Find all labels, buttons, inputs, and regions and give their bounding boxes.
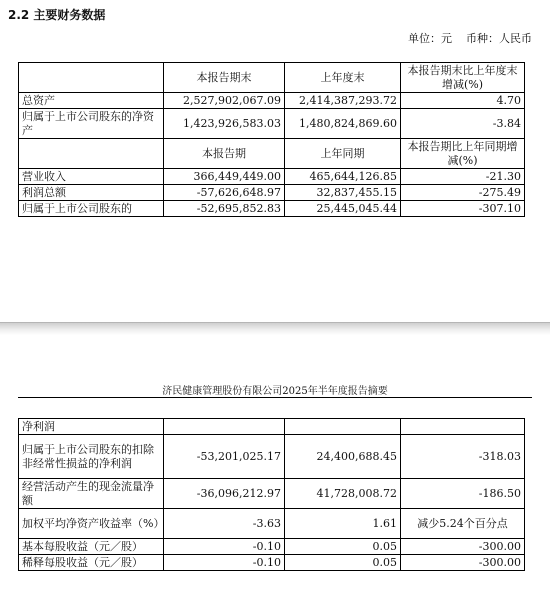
change-value: 4.70 [401, 93, 525, 109]
row-label: 总资产 [19, 93, 164, 109]
table-row [19, 109, 525, 139]
row-label: 净利润 [19, 419, 164, 435]
balance-header-col3: 上年度末 [285, 63, 401, 93]
change-value: -300.00 [401, 555, 525, 571]
prior-value: 1.61 [285, 509, 401, 539]
change-value: -21.30 [401, 169, 525, 185]
table-row [19, 509, 525, 539]
table-row [19, 169, 525, 185]
balance-header-col1 [19, 63, 164, 93]
page-break [0, 322, 550, 335]
row-label: 归属于上市公司股东的净资产 [19, 109, 164, 139]
unit-line [394, 30, 532, 46]
prior-value: 0.05 [285, 539, 401, 555]
current-value [164, 419, 285, 435]
prior-value: 24,400,688.45 [285, 435, 401, 479]
table-row [19, 201, 525, 217]
balance-header-col4: 本报告期末比上年度末增减(%) [401, 63, 525, 93]
income-header-row [19, 139, 525, 169]
table-row [19, 555, 525, 571]
prior-value: 1,480,824,869.60 [285, 109, 401, 139]
current-value: -36,096,212.97 [164, 479, 285, 509]
change-value: 减少5.24个百分点 [401, 509, 525, 539]
balance-header-row [19, 63, 525, 93]
row-label: 稀释每股收益（元／股） [19, 555, 164, 571]
current-value: -57,626,648.97 [164, 185, 285, 201]
section-title: 2.2 主要财务数据 [8, 8, 106, 22]
change-value: -300.00 [401, 539, 525, 555]
current-value: 1,423,926,583.03 [164, 109, 285, 139]
prior-value: 2,414,387,293.72 [285, 93, 401, 109]
change-value: -186.50 [401, 479, 525, 509]
balance-header-col2: 本报告期末 [164, 63, 285, 93]
table-row [19, 479, 525, 509]
financial-table-top [18, 62, 525, 217]
prior-value [285, 419, 401, 435]
financial-table-continued [18, 418, 525, 571]
prior-value: 25,445,045.44 [285, 201, 401, 217]
row-label: 利润总额 [19, 185, 164, 201]
income-header-col1 [19, 139, 164, 169]
unit-label: 单位：元 [408, 32, 452, 45]
table-row [19, 93, 525, 109]
current-value: -53,201,025.17 [164, 435, 285, 479]
current-value: -52,695,852.83 [164, 201, 285, 217]
income-header-col4: 本报告期比上年同期增减(%) [401, 139, 525, 169]
current-value: -3.63 [164, 509, 285, 539]
row-label: 基本每股收益（元／股） [19, 539, 164, 555]
prior-value: 41,728,008.72 [285, 479, 401, 509]
row-label: 加权平均净资产收益率（%） [19, 509, 164, 539]
row-label: 归属于上市公司股东的 [19, 201, 164, 217]
change-value [401, 419, 525, 435]
table-row [19, 185, 525, 201]
current-value: -0.10 [164, 555, 285, 571]
page-header: 济民健康管理股份有限公司2025年半年度报告摘要 [162, 386, 388, 397]
change-value: -275.49 [401, 185, 525, 201]
prior-value: 0.05 [285, 555, 401, 571]
change-value: -318.03 [401, 435, 525, 479]
current-value: 366,449,449.00 [164, 169, 285, 185]
current-value: 2,527,902,067.09 [164, 93, 285, 109]
income-header-col3: 上年同期 [285, 139, 401, 169]
row-label: 营业收入 [19, 169, 164, 185]
change-value: -307.10 [401, 201, 525, 217]
income-header-col2: 本报告期 [164, 139, 285, 169]
table-row [19, 419, 525, 435]
prior-value: 465,644,126.85 [285, 169, 401, 185]
change-value: -3.84 [401, 109, 525, 139]
prior-value: 32,837,455.15 [285, 185, 401, 201]
page-header-rule [18, 397, 532, 398]
table-row [19, 539, 525, 555]
currency-label: 币种：人民币 [466, 32, 532, 45]
current-value: -0.10 [164, 539, 285, 555]
row-label: 归属于上市公司股东的扣除非经常性损益的净利润 [19, 435, 164, 479]
table-row [19, 435, 525, 479]
row-label: 经营活动产生的现金流量净额 [19, 479, 164, 509]
